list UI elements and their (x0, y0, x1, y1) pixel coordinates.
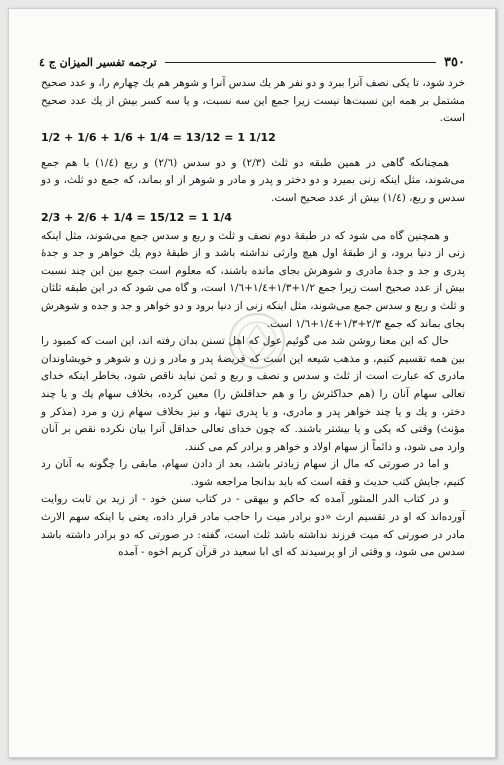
fraction-formula: 2/3 + 2/6 + 1/4 = 15/12 = 1 1/4 (41, 210, 232, 224)
fraction-formula: 1/2 + 1/6 + 1/6 + 1/4 = 13/12 = 1 1/12 (41, 130, 276, 144)
header-rule (165, 62, 436, 63)
page-number: ٣٥٠ (444, 54, 465, 70)
paragraph: و در كتاب الدر المنثور آمده كه حاكم و بيهقى - در كتاب سنن خود - از زيد بن ثابت روايت آورده‌اند كه او در تقسيم ارث «دو برادر ميت را حاجب مادر قرار داده، يعنى با اينكه سهم الارث مادر در صورتى كه ميت فرزند نداشته باشد ثلث است، گفته: در صورتى كه دو برادر داشته باشد سدس مى شود، و وقتى از او پرسيدند كه اى ابا سعيد در قرآن كريم اخوه - آمده (41, 493, 465, 559)
paragraph: و اما در صورتى كه مال از سهام زيادتر باشد، بعد از دادن سهام، مابقى را چگونه به آنان رد كنيم، جايش كتب حديث و فقه است كه بايد بدانجا مراجعه شود. (41, 458, 465, 488)
page-header (39, 53, 465, 71)
running-title: ترجمه تفسير الميزان ج ٤ (39, 55, 157, 69)
paragraph: و همچنين گاه مى شود كه در طبقهٔ دوم نصف و ثلث و ربع و سدس جمع مى‌شوند، مثل اينكه زنى از دنيا برود، و از طبقهٔ اول هيچ وارثى نداشته باشد و از طبقهٔ دوم يك خواهر و جد و جدهٔ پدرى و جد و جدهٔ مادرى و شوهرش بجاى مانده باشند، كه معلوم است جمع بين اين چند نسبت بيش از عدد صحيح است زيرا جمع ١/٢+١/٣+١/٤+١/٦ است، و گاه مى شود كه در اين طبقه ثلثان و ثلث و ربع و سدس جمع مى‌شوند، مثل اينكه زنى از دنيا برود و دو خواهر و جد و جده و شوهرش بجاى بماند كه جمع ٢/٣+١/٣+١/٤+١/٦ است. (41, 229, 465, 330)
paragraph: همچنانكه گاهى در همين طبقه دو ثلث (٢/٣) و دو سدس (٢/٦) و ربع (١/٤) با هم جمع مى‌شوند، مثل اينكه زنى بميرد و دو دختر و پدر و مادر و شوهر از او بماند، كه جمع دو ثلث، و دو سدس و ربع، (١/٤) بيش از عدد صحيح است. (41, 156, 465, 204)
document-page (8, 8, 496, 758)
library-seal-watermark (227, 311, 287, 371)
paragraph: حال كه اين معنا روشن شد مى گوئيم عول كه اهل تسنن بدان رفته اند، اين است كه كمبود را بين همه تقسيم كنيم، و مذهب شيعه اين است كه فريضهٔ پدر و مادر و زن و شوهر و خويشاوندان مادرى كه عبارت است از ثلث و سدس و نصف و ربع و ثمن نبايد ناقص شود، بخاطر اينكه خداى تعالى سهام آنان را (هم حداكثرش را و هم حداقلش را) معين كرده، بخلاف سهام يك و يا چند دختر، و يك و يا چند خواهر پدر و مادرى، و يا پدرى تنها، و نيز بخلاف سهام زن و مرد (مذكر و مؤنث) وقتى كه يكى و يا بيشتر باشند. كه چون خداى تعالى حداقل آنرا بيان نكرده نقص بر آنان وارد مى شود، و دائماً از سهام اولاد و خواهر و برادر كم مى كنند. (41, 335, 465, 453)
paragraph: خرد شود، تا يكى نصف آنرا ببرد و دو نفر هر يك سدس آنرا و شوهر هم يك چهارم را، و عدد صحيح مشتمل بر همه اين نسبت‌ها نيست زيرا جمع اين سه نسبت، و يا سه كسر بيش از يك عدد صحيح است. (41, 77, 465, 125)
